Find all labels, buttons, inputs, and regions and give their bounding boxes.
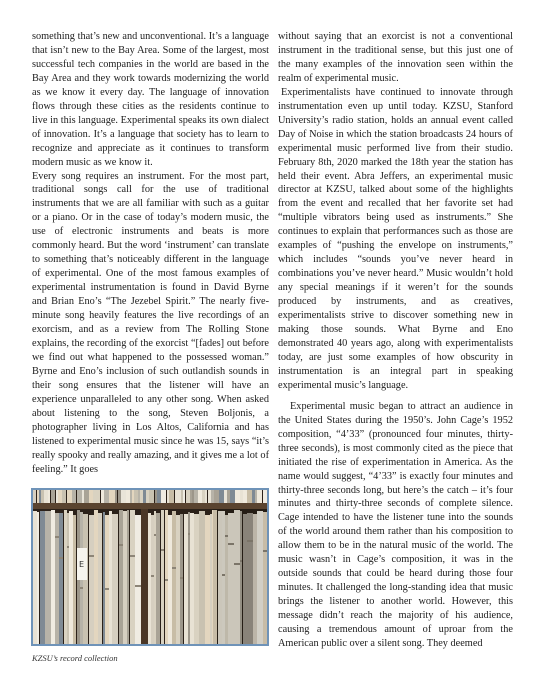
record-spine: [183, 490, 185, 503]
record-spine: [93, 490, 97, 503]
record-spine: [219, 490, 221, 503]
record-spine-label: [105, 588, 109, 590]
record-spine: [243, 490, 247, 503]
record-spine: [45, 511, 51, 644]
shelf-board: [33, 503, 267, 509]
record-spine: [109, 490, 112, 503]
record-spine: [67, 490, 72, 503]
record-spine: [156, 513, 160, 644]
record-spine: [169, 490, 174, 503]
record-spine: [257, 490, 262, 503]
record-spine: [40, 511, 45, 644]
record-spine-label: [67, 546, 69, 548]
record-spine: [112, 514, 118, 644]
record-spine: [135, 515, 141, 644]
record-spine: [134, 490, 138, 503]
left-column: [32, 30, 269, 477]
record-spine: [84, 490, 89, 503]
record-spine: [37, 512, 39, 644]
record-spine-label: [154, 534, 156, 536]
record-spine: [165, 510, 168, 644]
record-spine: [192, 490, 194, 503]
record-spine: [97, 490, 100, 503]
record-spine: [77, 490, 82, 503]
record-spine: [190, 490, 192, 503]
record-spine: [104, 490, 109, 503]
record-spine: [126, 490, 130, 503]
record-spine: [132, 490, 134, 503]
record-spine-label: [161, 549, 164, 551]
record-spine: [194, 490, 198, 503]
record-spine: [127, 510, 129, 644]
record-spine: [178, 490, 181, 503]
record-spine: [227, 490, 230, 503]
record-spine: [255, 490, 257, 503]
record-spine: [58, 490, 60, 503]
record-spine: [56, 490, 58, 503]
record-spine: [175, 490, 178, 503]
record-spine: [167, 490, 169, 503]
record-spine: [188, 512, 190, 644]
record-spine: [48, 490, 50, 503]
record-spine: [33, 490, 36, 503]
record-spine: [161, 510, 164, 644]
record-spine: [211, 490, 214, 503]
record-spine: [130, 490, 132, 503]
divider-card-letter: E: [79, 560, 85, 569]
record-spine: [161, 490, 166, 503]
record-spine: [51, 510, 55, 644]
record-spine: [105, 515, 109, 644]
record-spine: [205, 515, 210, 644]
record-spine: [98, 513, 102, 644]
body-paragraph: Experimental music began to attract an audience in the United States during the 1950’s. John Cage’s 1952 composition, “4’33” (pronounced four minutes, thirty-three seconds), is most commonly cited as the piece that initiated the rise of experimentation in America. As the name would suggest, “4’33” is exactly four minutes and thirty-three seconds long, but here’s the catch – it’s four minutes and thirty-three seconds of complete silence. Cage intended to have the listener tune into the sounds of the world around them rather than his composition to allow them to be in the natural music of the world. The music wasn’t in Cage’s composition, it was in the outside sounds that could be heard during those four minutes. It challenged the long-standing idea that music brings the listener to another world. However, this message didn’t reach the majority of his audience, causing a tremendous amount of uproar from the American public over a silent song. They deemed: [278, 400, 513, 649]
right-column: [278, 30, 513, 651]
record-spine: [155, 490, 157, 503]
record-spine: [247, 490, 252, 503]
record-spine: [39, 490, 41, 503]
record-spine: [109, 511, 112, 644]
record-spine: [89, 490, 93, 503]
record-spine: [194, 514, 199, 644]
record-spine: [37, 490, 39, 503]
record-spine: [101, 490, 104, 503]
record-spine: [214, 490, 219, 503]
record-spine: [55, 513, 59, 644]
record-spine-label: [172, 567, 176, 569]
record-spine-label: [188, 533, 190, 535]
record-spine: [198, 490, 202, 503]
record-spine-label: [59, 557, 63, 559]
record-spine: [67, 513, 69, 644]
photo-caption: KZSU’s record collection: [32, 653, 118, 663]
record-spine: [60, 490, 62, 503]
record-spine: [89, 515, 94, 644]
record-spine: [118, 490, 121, 503]
record-spine-label: [135, 585, 141, 587]
record-spine: [112, 490, 115, 503]
body-paragraph: Every song requires an instrument. For the most part, traditional songs call for the use of traditional instruments that we are all familiar with such as a guitar or a piano. Or in the case of today’s modern music, the use of electronic instruments and beats is more commonly heard. But the word ‘instrument’ can translate to something that’s noticeably different in the language of experimental. One of the most famous examples of experimental instrumentation is found in David Byrne and Brian Eno’s “The Jezebel Spirit.” The nearly five-minute song heavily features the live recordings of an exorcism, and as a review from The Rolling Stone explains, the recording of the exorcist “[fades] out before we find out what happened to the possessed woman.” Byrne and Eno’s inclusion of such outlandish sounds in their song ensures that the listener will have an experience unparalleled to any other song. When asked about listening to the song, Steven Boljonis, a photographer living in Los Altos, California and has listened to experimental music since he was 15, says “it’s really spooky and really amazing, and it gives me a lot of feeling.” It goes: [32, 170, 269, 475]
record-spine: [224, 490, 227, 503]
record-spine: [149, 490, 154, 503]
record-spine: [138, 490, 140, 503]
record-spine: [123, 511, 127, 644]
record-collection-photo: [31, 488, 269, 646]
record-spine: [148, 513, 151, 644]
record-spine-label: [80, 587, 83, 589]
record-spine: [235, 490, 240, 503]
record-spine-label: [55, 536, 59, 538]
photo-shadow: [213, 509, 267, 644]
record-spine: [184, 514, 188, 644]
record-spine: [121, 490, 126, 503]
record-spine: [41, 490, 44, 503]
record-spine: [176, 515, 180, 644]
record-spine: [59, 513, 63, 644]
record-spine: [230, 490, 235, 503]
record-spine: [130, 510, 135, 644]
record-spine: [263, 490, 267, 503]
record-spine: [94, 510, 98, 644]
record-spine: [140, 490, 143, 503]
record-spine: [154, 511, 156, 644]
body-paragraph: Experimentalists have continued to innovate through instrumentation even up until today. KZSU, Stanford University’s radio station, holds an annual event called Day of Noise in which the station broadcasts 24 hours of experimental music performed live from their studio. February 8th, 2020 marked the 18th year the station has held their event. Abra Jeffers, an experimental music director at KZSU, talked about some of the highlights from the event and recalled that her favorite set had “multiple vibrators being used as instruments.” She continues to explain that performances such as those are examples of “pushing the envelope on instruments,” which includes “sounds you’ve never heard in combinations you’ve never heard.” Music wouldn’t hold any special meanings if it weren’t for the sounds produced by instruments, and as creatives, experimentalists strive to discover something new in making those sounds. What Byrne and Eno demonstrated 40 years ago, along with experimentalists today, are just some examples of how obscurity in instrumentation is an integral part in speaking experimental music’s language.: [278, 86, 513, 391]
record-spine: [190, 513, 194, 644]
record-spine: [208, 490, 211, 503]
record-spine: [221, 490, 224, 503]
record-spine-label: [165, 579, 168, 581]
record-spine: [115, 490, 117, 503]
body-paragraph: something that’s new and unconventional. It’s a language that isn’t new to the Bay Area. Some of the largest, most successful tech companies in the world are based in the Bay Area and they work towards modernizing the world as we know it every day. The language of innovation flows through these cities as the residents continue to live in this language. Experimental speaks its own dialect of innovation. It’s a language that society has to learn to recognize and appreciate as it continues to transform modern music as we know it.: [32, 31, 269, 168]
record-spine: [51, 490, 55, 503]
body-paragraph: without saying that an exorcist is not a conventional instrument in the traditional sense, but this just one of the many examples of the innovation seen within the realm of experimental music.: [278, 31, 513, 84]
record-spine: [143, 490, 146, 503]
record-spine-label: [130, 555, 135, 557]
record-spine-label: [180, 577, 183, 579]
record-spine: [62, 490, 66, 503]
record-spine: [69, 511, 73, 644]
record-spine: [103, 512, 105, 644]
record-spine: [181, 490, 183, 503]
record-spine-label: [89, 555, 94, 557]
record-spine: [210, 514, 212, 644]
record-spine: [33, 511, 37, 644]
record-spine-label: [119, 544, 123, 546]
record-spine: [151, 515, 154, 644]
record-spine: [72, 490, 76, 503]
record-spine: [157, 490, 161, 503]
record-spine: [202, 490, 205, 503]
record-spine: [82, 490, 84, 503]
record-spine: [168, 515, 172, 644]
record-spine: [172, 511, 176, 644]
record-spine: [205, 490, 207, 503]
record-spine: [44, 490, 48, 503]
record-spine: [64, 510, 67, 644]
record-spine-label: [151, 575, 154, 577]
record-spine: [146, 490, 149, 503]
record-spine: [119, 510, 123, 644]
record-spine: [240, 490, 243, 503]
record-spine: [252, 490, 255, 503]
record-spine: [73, 515, 76, 644]
record-spine: [199, 511, 205, 644]
shelf-divider: [141, 509, 148, 644]
record-spine: [186, 490, 190, 503]
